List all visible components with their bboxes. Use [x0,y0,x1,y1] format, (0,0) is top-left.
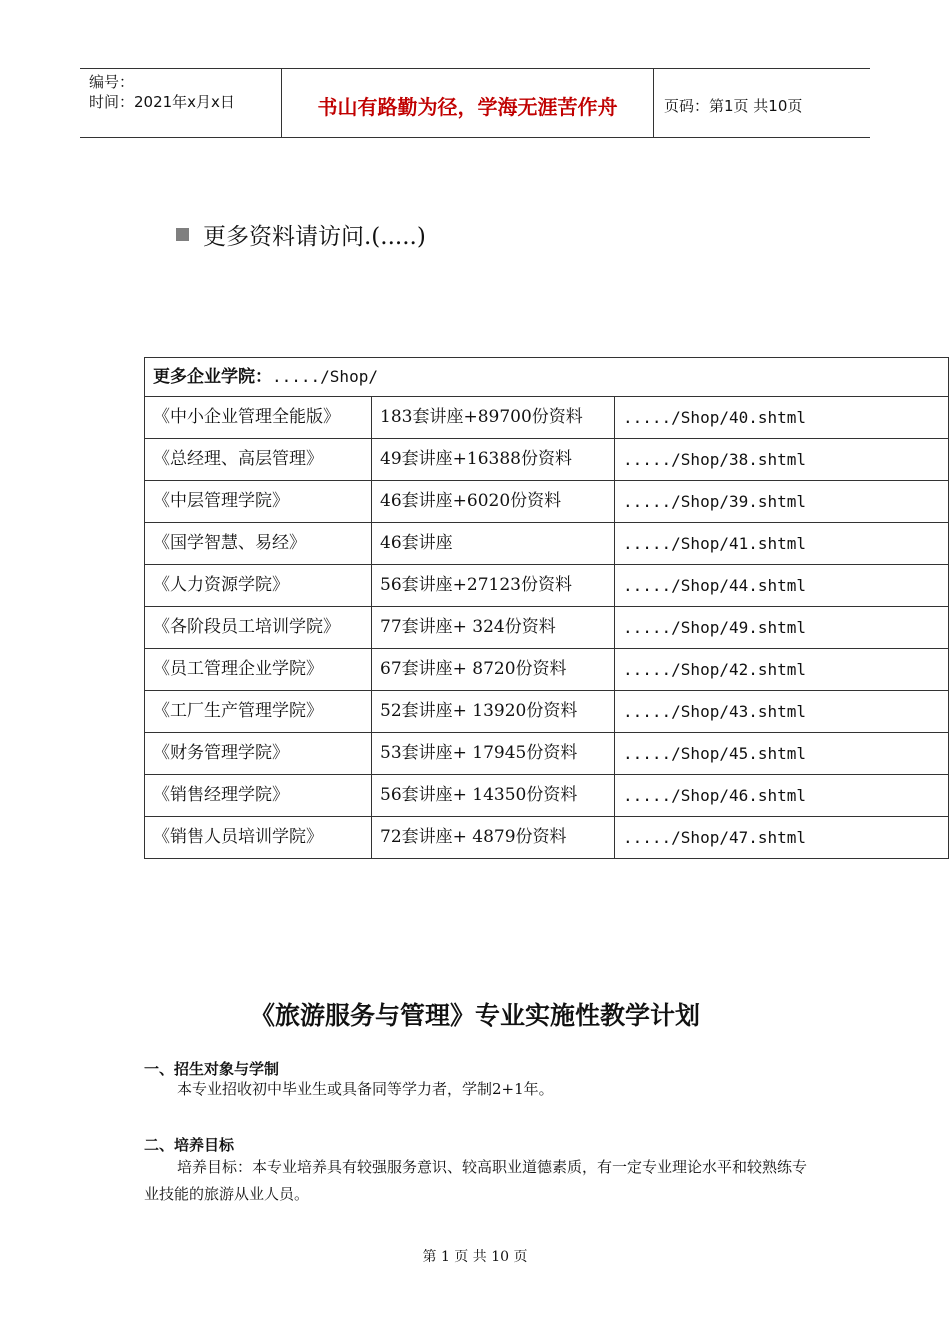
page-header [80,68,870,138]
table-row [145,523,949,565]
course-link[interactable]: ...../Shop/41.shtml [615,523,949,565]
section-heading: 二、培养目标 [144,1136,235,1154]
page-footer: 第 1 页 共 10 页 [422,1249,528,1265]
table-header-cell [145,358,949,397]
square-bullet-icon [176,228,189,241]
visit-text: 更多资料请访问.(.....) [203,224,426,250]
table-row [145,607,949,649]
course-name: 《国学智慧、易经》 [145,523,372,565]
header-link[interactable]: ...../Shop/ [272,367,378,386]
course-name: 《销售经理学院》 [145,775,372,817]
time-label: 时间：2021年x月x日 [89,93,235,111]
course-count: 49套讲座+16388份资料 [372,439,615,481]
table-row [145,691,949,733]
course-name: 《销售人员培训学院》 [145,817,372,859]
table-row [145,565,949,607]
section-body: 本专业招收初中毕业生或具备同等学力者，学制2+1年。 [177,1080,554,1098]
course-name: 《总经理、高层管理》 [145,439,372,481]
course-name: 《中层管理学院》 [145,481,372,523]
course-link[interactable]: ...../Shop/39.shtml [615,481,949,523]
table-row [145,649,949,691]
course-count: 183套讲座+89700份资料 [372,397,615,439]
course-link[interactable]: ...../Shop/49.shtml [615,607,949,649]
course-name: 《财务管理学院》 [145,733,372,775]
section-body: 培养目标：本专业培养具有较强服务意识、较高职业道德素质，有一定专业理论水平和较熟练专业技能的旅游从业人员。 [144,1158,808,1203]
course-count: 46套讲座+6020份资料 [372,481,615,523]
table-row [145,481,949,523]
course-count: 56套讲座+ 14350份资料 [372,775,615,817]
header-label: 更多企业学院： [153,367,272,387]
course-link[interactable]: ...../Shop/40.shtml [615,397,949,439]
header-meta [80,69,281,137]
course-link[interactable]: ...../Shop/45.shtml [615,733,949,775]
courses-table [144,357,949,859]
course-count: 77套讲座+ 324份资料 [372,607,615,649]
course-link[interactable]: ...../Shop/38.shtml [615,439,949,481]
table-row [145,817,949,859]
header-page-info: 页码：第1页 共10页 [664,96,803,115]
course-count: 52套讲座+ 13920份资料 [372,691,615,733]
course-link[interactable]: ...../Shop/44.shtml [615,565,949,607]
visit-line [176,218,426,251]
course-link[interactable]: ...../Shop/43.shtml [615,691,949,733]
course-name: 《工厂生产管理学院》 [145,691,372,733]
course-name: 《各阶段员工培训学院》 [145,607,372,649]
table-header-row [145,358,949,397]
table-row [145,775,949,817]
course-link[interactable]: ...../Shop/47.shtml [615,817,949,859]
table-row [145,733,949,775]
course-name: 《人力资源学院》 [145,565,372,607]
course-count: 56套讲座+27123份资料 [372,565,615,607]
course-name: 《中小企业管理全能版》 [145,397,372,439]
course-link[interactable]: ...../Shop/42.shtml [615,649,949,691]
number-label: 编号： [89,73,135,91]
header-motto: 书山有路勤为径，学海无涯苦作舟 [281,69,654,137]
course-count: 72套讲座+ 4879份资料 [372,817,615,859]
document-title: 《旅游服务与管理》专业实施性教学计划 [249,1001,700,1030]
course-link[interactable]: ...../Shop/46.shtml [615,775,949,817]
course-name: 《员工管理企业学院》 [145,649,372,691]
table-row [145,439,949,481]
table-row [145,397,949,439]
section-heading: 一、招生对象与学制 [144,1060,280,1078]
course-count: 53套讲座+ 17945份资料 [372,733,615,775]
course-count: 67套讲座+ 8720份资料 [372,649,615,691]
course-count: 46套讲座 [372,523,615,565]
